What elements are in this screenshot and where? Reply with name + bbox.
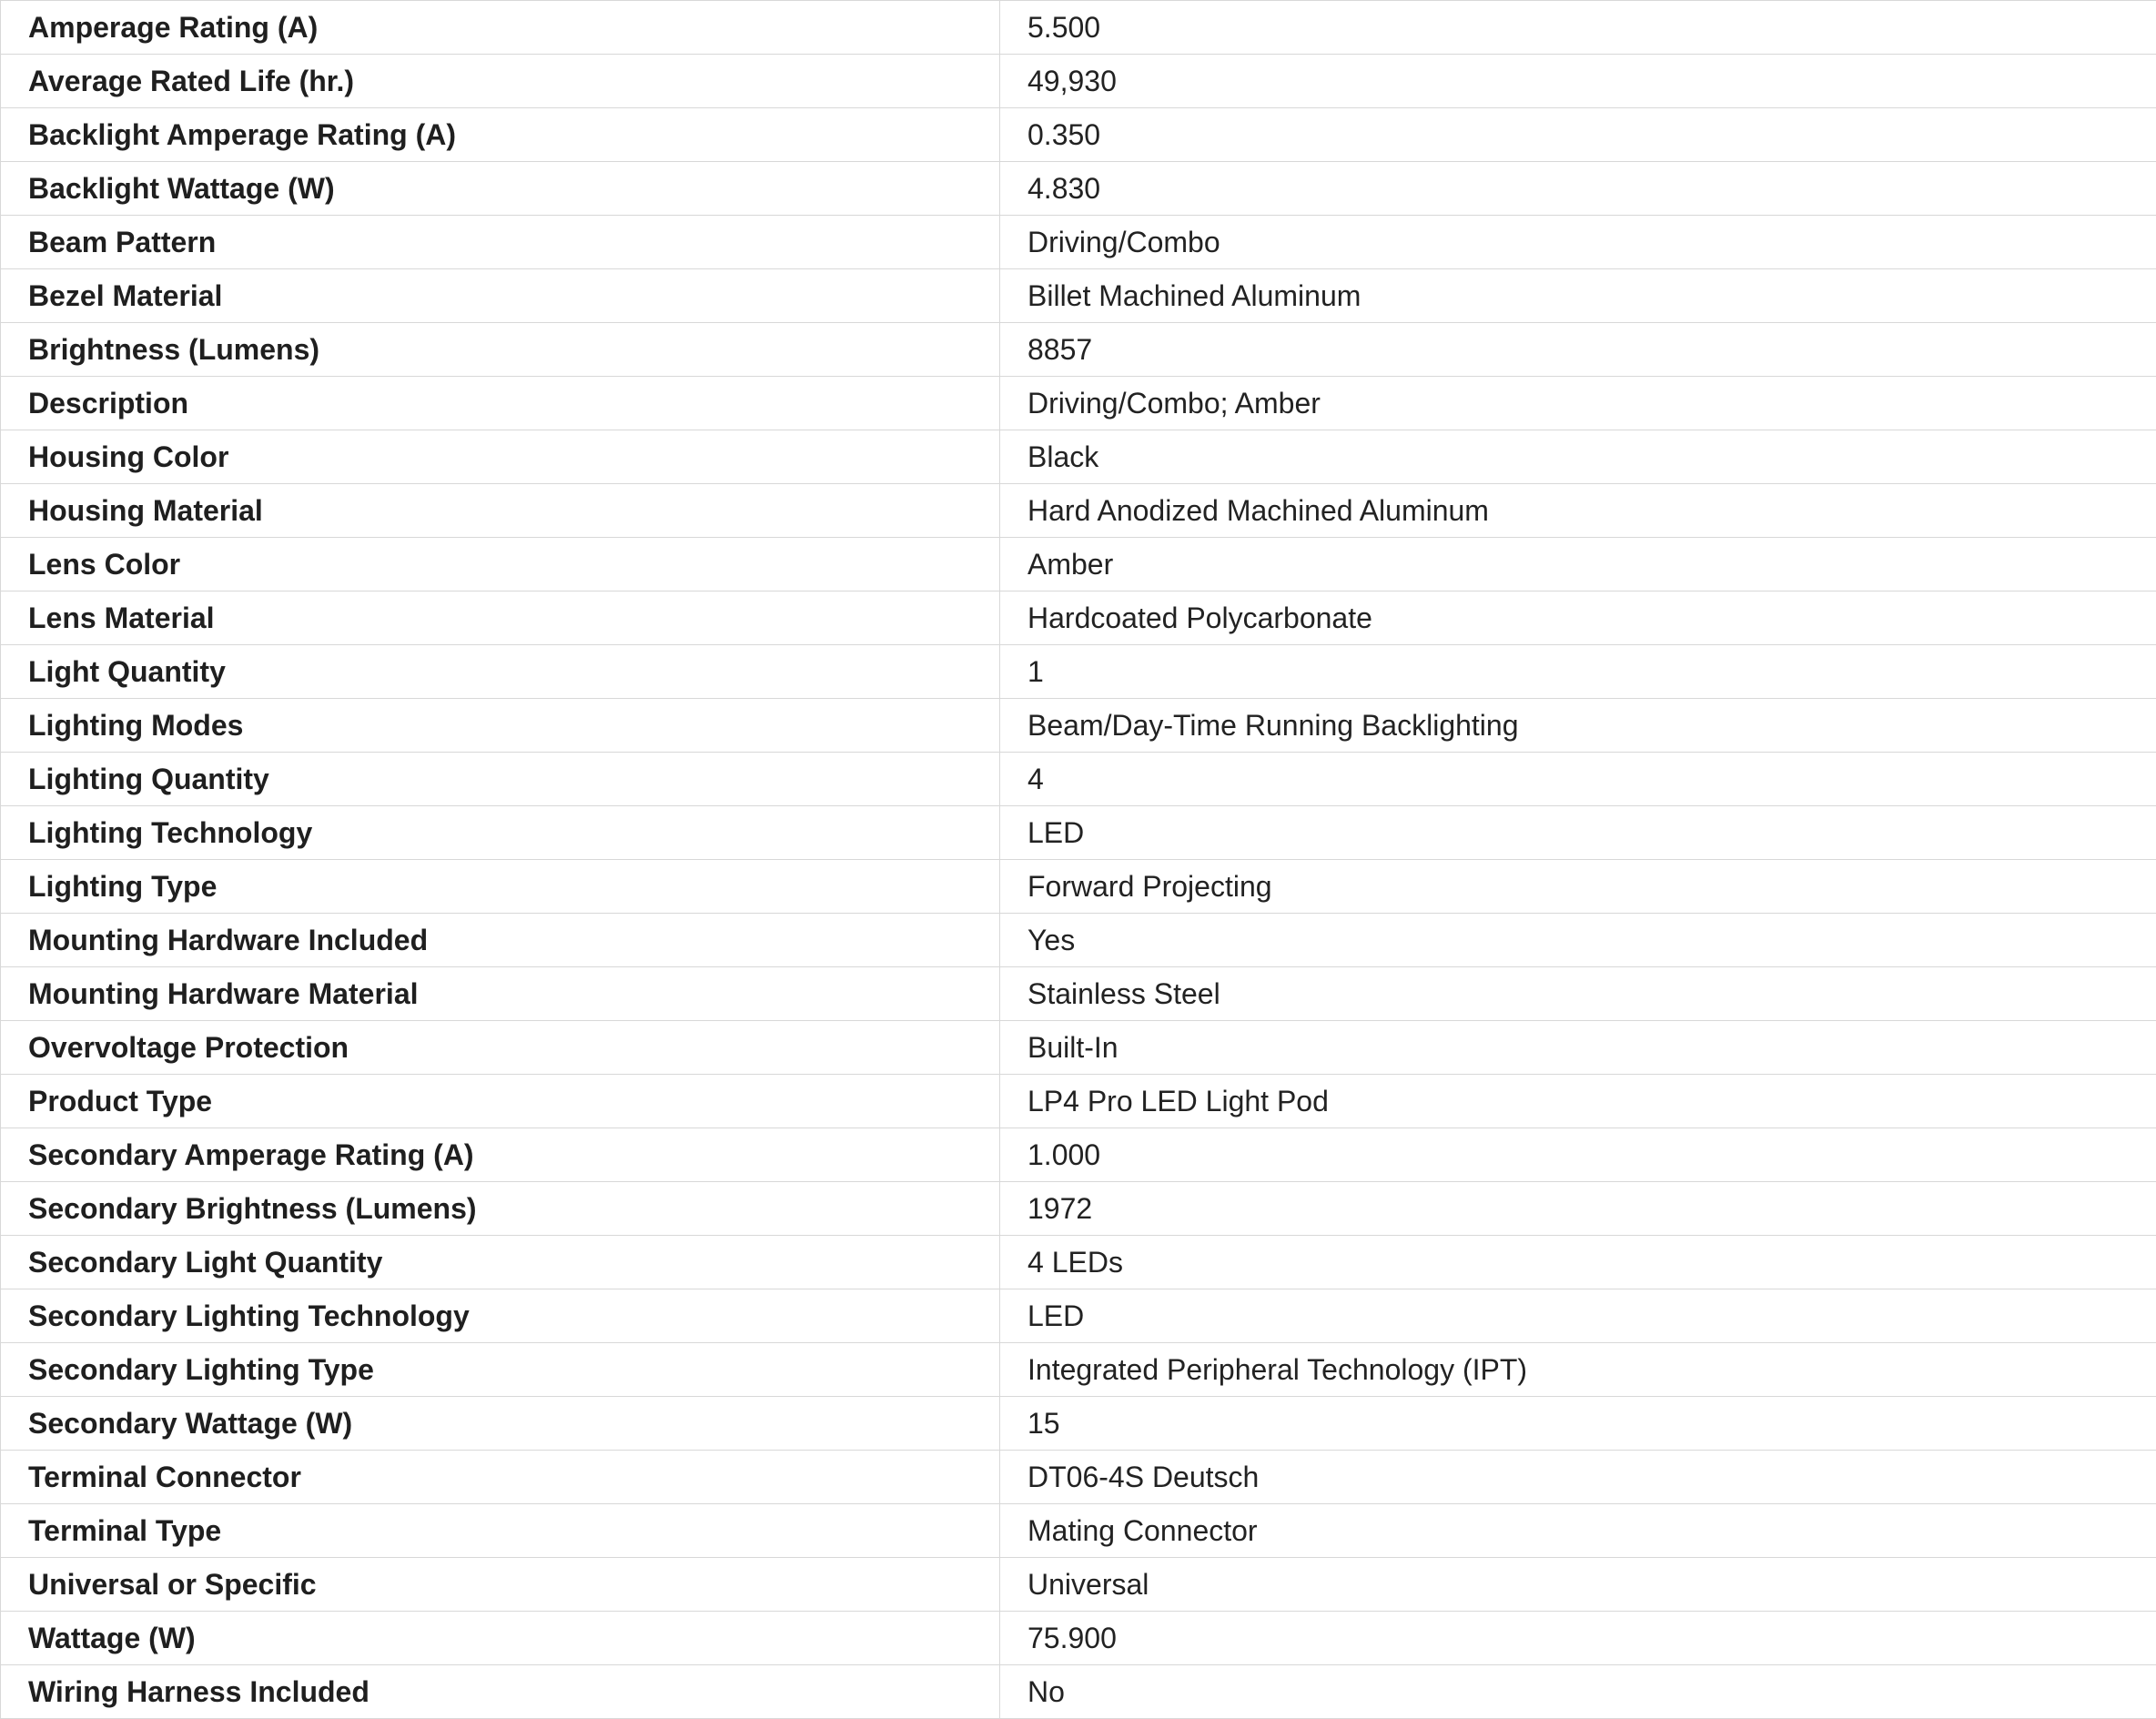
spec-value: 0.350 <box>1000 108 2156 162</box>
spec-label: Lens Color <box>1 538 1000 592</box>
spec-row <box>1 377 2156 430</box>
spec-value: Yes <box>1000 914 2156 967</box>
spec-row <box>1 538 2156 592</box>
spec-label: Housing Material <box>1 484 1000 538</box>
spec-value: Universal <box>1000 1558 2156 1612</box>
spec-value: 4 <box>1000 753 2156 806</box>
spec-label: Lighting Modes <box>1 699 1000 753</box>
spec-row <box>1 430 2156 484</box>
spec-label: Mounting Hardware Included <box>1 914 1000 967</box>
spec-value: Hardcoated Polycarbonate <box>1000 592 2156 645</box>
spec-row <box>1 1182 2156 1236</box>
spec-value: 49,930 <box>1000 55 2156 108</box>
spec-label: Lighting Quantity <box>1 753 1000 806</box>
spec-label: Backlight Wattage (W) <box>1 162 1000 216</box>
spec-label: Wattage (W) <box>1 1612 1000 1665</box>
spec-row <box>1 1397 2156 1451</box>
spec-row <box>1 1343 2156 1397</box>
spec-label: Wiring Harness Included <box>1 1665 1000 1719</box>
spec-label: Light Quantity <box>1 645 1000 699</box>
spec-value: LP4 Pro LED Light Pod <box>1000 1075 2156 1128</box>
spec-label: Overvoltage Protection <box>1 1021 1000 1075</box>
spec-value: Beam/Day-Time Running Backlighting <box>1000 699 2156 753</box>
spec-value: Driving/Combo; Amber <box>1000 377 2156 430</box>
spec-row <box>1 1236 2156 1289</box>
spec-row <box>1 914 2156 967</box>
spec-row <box>1 1128 2156 1182</box>
spec-label: Secondary Light Quantity <box>1 1236 1000 1289</box>
spec-row <box>1 1504 2156 1558</box>
spec-row <box>1 162 2156 216</box>
spec-value: Black <box>1000 430 2156 484</box>
specifications-table-body <box>1 1 2156 1719</box>
spec-value: 8857 <box>1000 323 2156 377</box>
spec-value: LED <box>1000 1289 2156 1343</box>
spec-label: Amperage Rating (A) <box>1 1 1000 55</box>
spec-value: 75.900 <box>1000 1612 2156 1665</box>
spec-row <box>1 592 2156 645</box>
spec-value: 4.830 <box>1000 162 2156 216</box>
spec-value: LED <box>1000 806 2156 860</box>
spec-label: Beam Pattern <box>1 216 1000 269</box>
spec-row <box>1 806 2156 860</box>
spec-value: Driving/Combo <box>1000 216 2156 269</box>
spec-row <box>1 860 2156 914</box>
spec-row <box>1 1021 2156 1075</box>
spec-value: Mating Connector <box>1000 1504 2156 1558</box>
spec-row <box>1 645 2156 699</box>
spec-row <box>1 269 2156 323</box>
spec-row <box>1 1289 2156 1343</box>
spec-label: Secondary Amperage Rating (A) <box>1 1128 1000 1182</box>
spec-value: Built-In <box>1000 1021 2156 1075</box>
spec-value: 1972 <box>1000 1182 2156 1236</box>
spec-label: Lens Material <box>1 592 1000 645</box>
spec-label: Terminal Connector <box>1 1451 1000 1504</box>
spec-value: 1.000 <box>1000 1128 2156 1182</box>
spec-label: Product Type <box>1 1075 1000 1128</box>
spec-value: Amber <box>1000 538 2156 592</box>
spec-label: Bezel Material <box>1 269 1000 323</box>
spec-label: Housing Color <box>1 430 1000 484</box>
spec-row <box>1 108 2156 162</box>
spec-value: 5.500 <box>1000 1 2156 55</box>
spec-row <box>1 967 2156 1021</box>
spec-row <box>1 1075 2156 1128</box>
spec-row <box>1 1665 2156 1719</box>
spec-label: Secondary Wattage (W) <box>1 1397 1000 1451</box>
spec-label: Brightness (Lumens) <box>1 323 1000 377</box>
spec-label: Universal or Specific <box>1 1558 1000 1612</box>
spec-label: Backlight Amperage Rating (A) <box>1 108 1000 162</box>
spec-value: Integrated Peripheral Technology (IPT) <box>1000 1343 2156 1397</box>
spec-value: No <box>1000 1665 2156 1719</box>
spec-label: Average Rated Life (hr.) <box>1 55 1000 108</box>
spec-label: Mounting Hardware Material <box>1 967 1000 1021</box>
spec-row <box>1 1451 2156 1504</box>
spec-value: Stainless Steel <box>1000 967 2156 1021</box>
spec-row <box>1 699 2156 753</box>
spec-row <box>1 484 2156 538</box>
spec-value: 4 LEDs <box>1000 1236 2156 1289</box>
spec-value: Billet Machined Aluminum <box>1000 269 2156 323</box>
spec-label: Secondary Lighting Technology <box>1 1289 1000 1343</box>
spec-row <box>1 1558 2156 1612</box>
spec-label: Description <box>1 377 1000 430</box>
spec-value: Hard Anodized Machined Aluminum <box>1000 484 2156 538</box>
spec-row <box>1 323 2156 377</box>
spec-row <box>1 753 2156 806</box>
spec-label: Secondary Brightness (Lumens) <box>1 1182 1000 1236</box>
spec-label: Secondary Lighting Type <box>1 1343 1000 1397</box>
spec-label: Lighting Type <box>1 860 1000 914</box>
spec-row <box>1 55 2156 108</box>
spec-value: 1 <box>1000 645 2156 699</box>
spec-label: Lighting Technology <box>1 806 1000 860</box>
spec-value: 15 <box>1000 1397 2156 1451</box>
spec-value: Forward Projecting <box>1000 860 2156 914</box>
spec-row <box>1 1 2156 55</box>
spec-row <box>1 216 2156 269</box>
spec-label: Terminal Type <box>1 1504 1000 1558</box>
spec-row <box>1 1612 2156 1665</box>
spec-value: DT06-4S Deutsch <box>1000 1451 2156 1504</box>
